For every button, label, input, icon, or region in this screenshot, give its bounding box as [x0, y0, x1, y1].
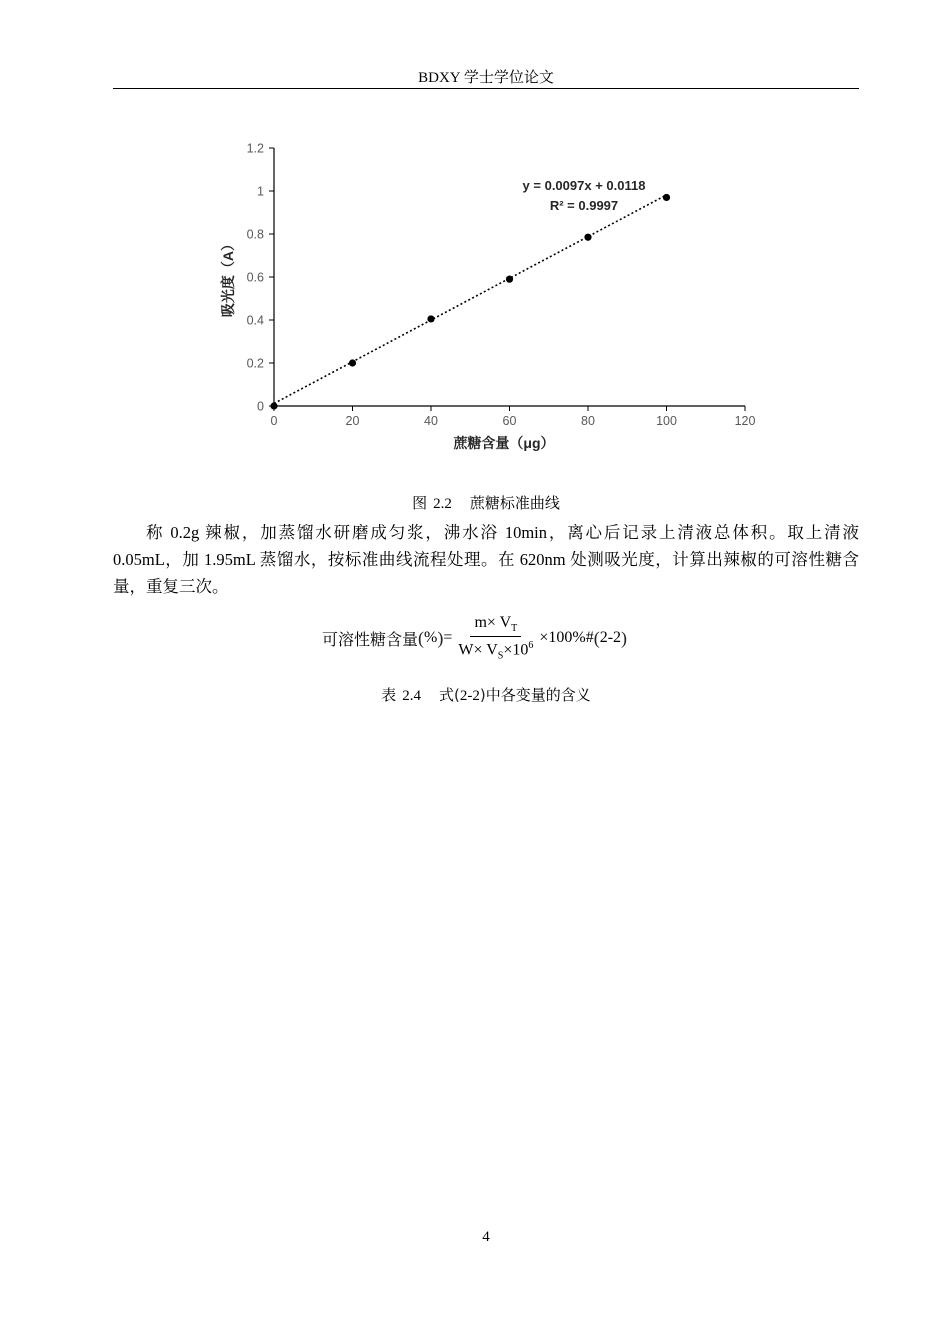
x-axis-label: 蔗糖含量（μg） [453, 435, 555, 451]
table-caption-text: 中各变量的含义 [485, 686, 591, 704]
formula-fraction [454, 614, 537, 662]
y-axis-label: 吸光度（A） [220, 236, 236, 318]
x-tick-label: 100 [656, 414, 677, 428]
figure-label: 图 [412, 494, 428, 512]
data-point [584, 234, 591, 241]
figure-caption [113, 492, 859, 513]
x-tick-label: 60 [502, 414, 517, 428]
y-tick-label: 1.2 [246, 141, 264, 156]
y-tick-label: 0.4 [246, 313, 264, 328]
x-tick-label: 0 [270, 414, 278, 428]
table-caption-prefix: 式 [439, 686, 455, 704]
y-tick-label: 0.8 [246, 227, 264, 242]
data-point [663, 194, 670, 201]
formula-2-2: 可溶性糖含量 ( % ) = $\frac{m\times V_T}{W\times V_S\times 10^6}$ ×100%# ( 2-2 ) [322, 614, 628, 662]
data-point [506, 276, 513, 283]
figure-title: 蔗糖标准曲线 [469, 494, 560, 512]
page-header [113, 68, 859, 89]
formula-numerator: $m\times V_T$ [470, 614, 521, 637]
x-tick-label: 120 [734, 414, 756, 428]
r-squared-label: R² = 0.9997 [549, 198, 619, 213]
x-tick-label: 20 [345, 414, 360, 428]
table-caption-ref: 2-2 [459, 688, 480, 704]
table-number: 2.4 [402, 688, 421, 704]
formula-denominator: $W\times V_S\times 10^6$ [458, 640, 534, 662]
y-tick-label: 0 [257, 399, 264, 414]
equation-label: y = 0.0097x + 0.0118 [522, 178, 646, 193]
data-point [349, 359, 356, 366]
data-point [270, 402, 277, 409]
header-title: BDXY 学士学位论文 [418, 70, 554, 86]
formula-eq-number: 2-2 [599, 629, 622, 646]
figure-number: 2.2 [433, 496, 452, 512]
formula-lhs-unit: % [424, 629, 438, 646]
x-tick-label: 40 [424, 414, 438, 428]
body-paragraph: 称 0.2g 辣椒，加蒸馏水研磨成匀浆，沸水浴 10min，离心后记录上清液总体积。取上清液 0.05mL，加 1.95mL 蒸馏水，按标准曲线流程处理。在 620nm 处测吸光度，计算出辣椒的可溶性糖含量，重复三次。 [113, 523, 859, 596]
y-tick-label: 0.2 [246, 356, 264, 371]
table-caption: 表 2.4 式(2-2)中各变量的含义 [381, 686, 591, 704]
formula-lhs: 可溶性糖含量 [322, 631, 419, 649]
formula-rhs-tail: ×100%# [539, 629, 594, 646]
data-point [427, 315, 434, 322]
trendline [274, 195, 667, 404]
page-number: 4 [482, 1229, 490, 1245]
x-tick-label: 80 [581, 414, 595, 428]
y-tick-label: 1 [257, 184, 264, 199]
table-label: 表 [381, 686, 397, 704]
y-tick-label: 0.6 [246, 270, 264, 285]
sucrose-standard-curve-chart [200, 128, 780, 468]
